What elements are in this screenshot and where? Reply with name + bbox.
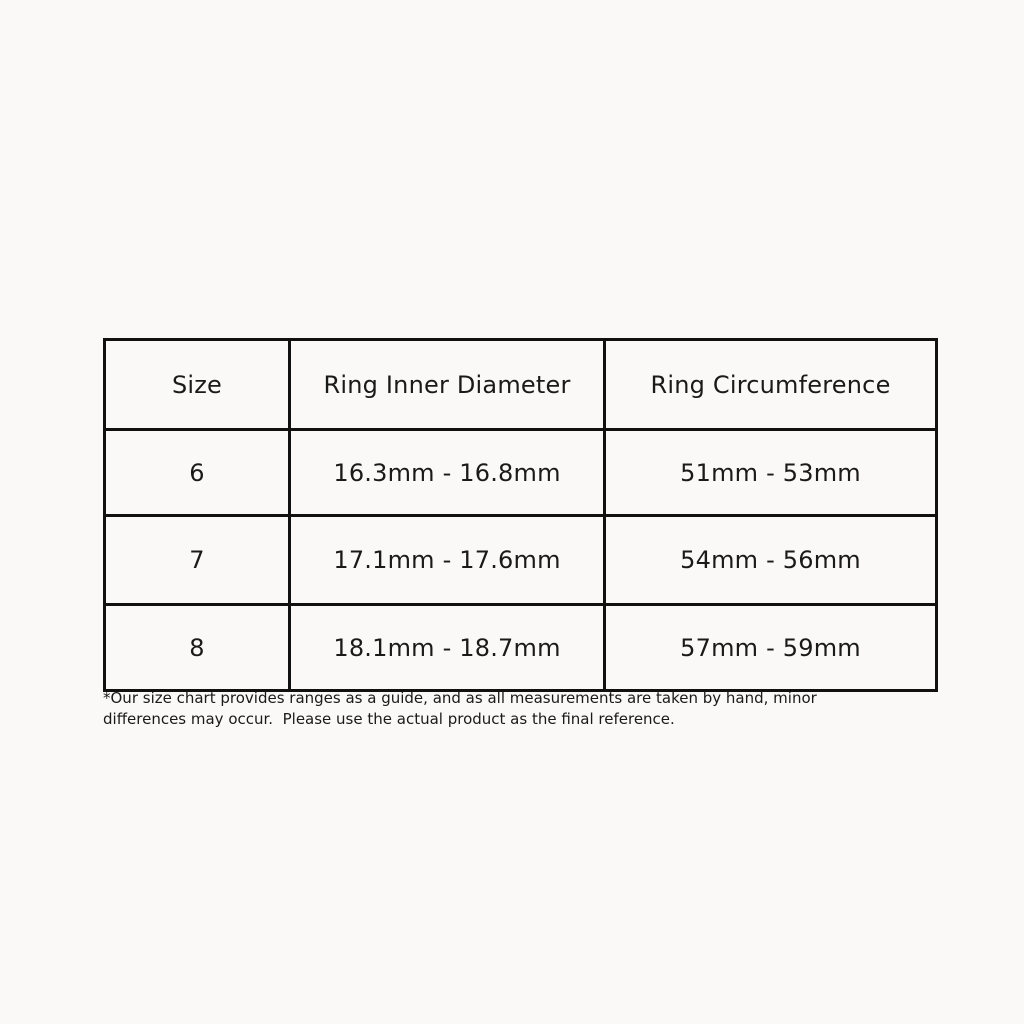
header-inner-diameter: Ring Inner Diameter bbox=[290, 340, 605, 430]
header-size: Size bbox=[105, 340, 290, 430]
table-header-row bbox=[105, 340, 937, 430]
table-row bbox=[105, 430, 937, 516]
footnote-line-2: differences may occur. Please use the actual product as the final reference. bbox=[103, 710, 675, 728]
cell-size: 8 bbox=[105, 605, 290, 691]
cell-circumference: 54mm - 56mm bbox=[605, 516, 937, 605]
cell-circumference: 51mm - 53mm bbox=[605, 430, 937, 516]
cell-inner-diameter: 16.3mm - 16.8mm bbox=[290, 430, 605, 516]
footnote-line-1: *Our size chart provides ranges as a guide, and as all measurements are taken by hand, minor bbox=[103, 689, 817, 707]
cell-size: 7 bbox=[105, 516, 290, 605]
cell-inner-diameter: 18.1mm - 18.7mm bbox=[290, 605, 605, 691]
size-chart-footnote bbox=[103, 688, 883, 730]
cell-size: 6 bbox=[105, 430, 290, 516]
cell-inner-diameter: 17.1mm - 17.6mm bbox=[290, 516, 605, 605]
table-row bbox=[105, 516, 937, 605]
table-row bbox=[105, 605, 937, 691]
ring-size-table bbox=[103, 338, 938, 692]
header-circumference: Ring Circumference bbox=[605, 340, 937, 430]
cell-circumference: 57mm - 59mm bbox=[605, 605, 937, 691]
